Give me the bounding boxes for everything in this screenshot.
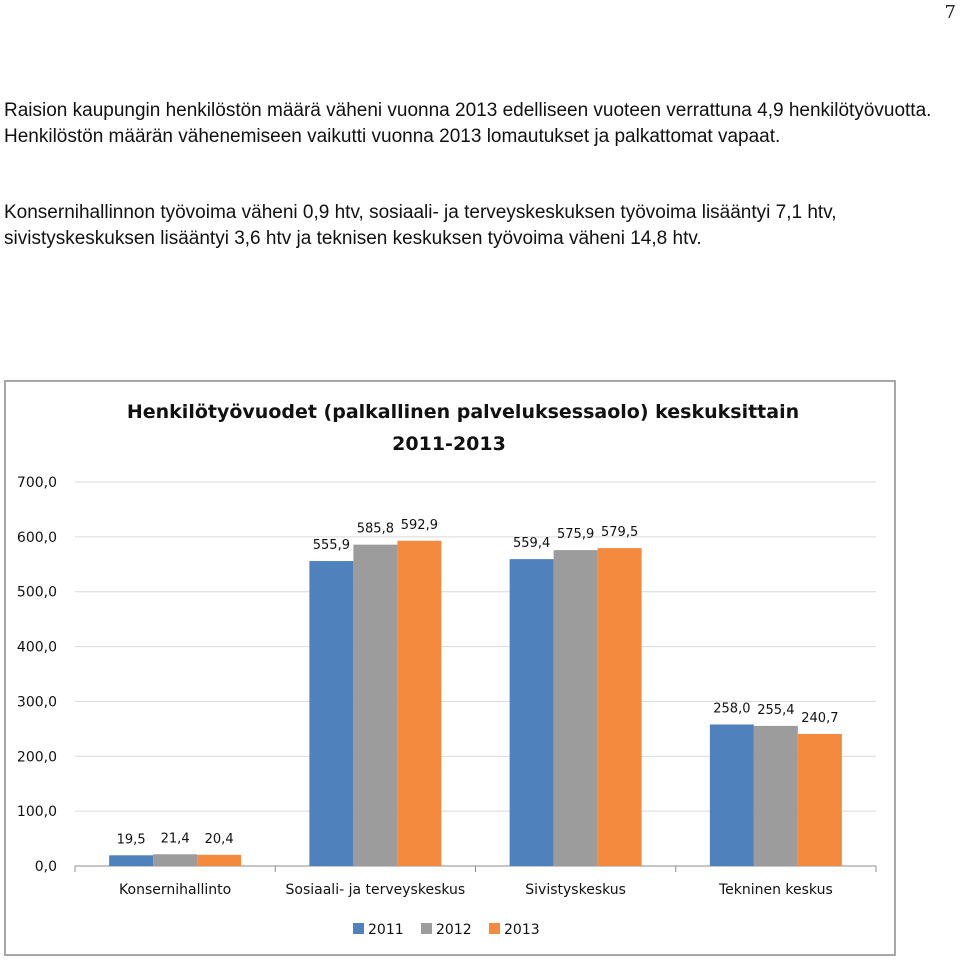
page-number: 7 (944, 2, 956, 23)
y-tick-label: 200,0 (16, 749, 57, 766)
category-label: Konsernihallinto (119, 882, 232, 898)
bar-2013-2 (598, 548, 642, 866)
y-tick-label: 0,0 (34, 859, 57, 875)
data-label: 555,9 (312, 538, 350, 554)
legend-swatch-2011 (353, 923, 364, 934)
y-tick-label: 600,0 (16, 529, 57, 546)
legend-swatch-2013 (489, 923, 500, 934)
bar-2011-1 (309, 561, 353, 866)
data-label: 559,4 (513, 536, 551, 552)
data-label: 240,7 (801, 710, 839, 726)
data-label: 255,4 (757, 702, 795, 718)
category-label: Sivistyskeskus (525, 882, 626, 898)
data-label: 585,8 (356, 521, 394, 537)
bar-2011-3 (710, 724, 754, 866)
bar-2012-2 (554, 550, 598, 866)
data-label: 20,4 (204, 831, 234, 847)
bar-2012-1 (353, 545, 397, 866)
legend-label-2012: 2012 (436, 922, 472, 938)
data-label: 592,9 (400, 517, 438, 533)
data-label: 575,9 (557, 527, 595, 543)
legend-label-2011: 2011 (368, 922, 404, 938)
bar-2012-0 (153, 854, 197, 866)
legend-swatch-2012 (421, 923, 432, 934)
bar-2011-0 (109, 855, 153, 866)
bar-2013-1 (397, 541, 441, 866)
chart-title-line-1: Henkilötyövuodet (palkallinen palveluksessaolo) keskuksittain (126, 401, 800, 423)
data-label: 21,4 (160, 831, 190, 847)
y-tick-label: 500,0 (16, 584, 57, 601)
y-tick-label: 400,0 (16, 639, 57, 656)
paragraph-2: Konsernihallinnon työvoima väheni 0,9 htv, sosiaali- ja terveyskeskuksen työvoima lisääntyi 7,1 htv, sivistyskeskuksen lisääntyi 3,6 htv ja teknisen keskuksen työvoima väheni 14,8 htv. (4, 202, 837, 249)
bar-2013-0 (197, 855, 241, 866)
data-label: 258,0 (713, 701, 751, 717)
bar-2013-3 (798, 734, 842, 866)
y-tick-label: 700,0 (16, 475, 57, 491)
bar-2012-3 (754, 726, 798, 866)
bar-2011-2 (510, 559, 554, 866)
category-label: Sosiaali- ja terveyskeskus (285, 882, 466, 898)
legend-label-2013: 2013 (504, 922, 540, 938)
chart-title-line-2: 2011-2013 (392, 433, 506, 455)
category-label: Tekninen keskus (718, 882, 833, 898)
y-tick-label: 300,0 (16, 694, 57, 711)
data-label: 579,5 (601, 525, 639, 541)
y-tick-label: 100,0 (16, 804, 57, 821)
data-label: 19,5 (116, 832, 146, 848)
paragraph-1: Raision kaupungin henkilöstön määrä väheni vuonna 2013 edelliseen vuoteen verrattuna 4,9 henkilötyövuotta. Henkilöstön määrän vähenemiseen vaikutti vuonna 2013 lomautukset ja palkattomat vapaat. (4, 100, 932, 147)
